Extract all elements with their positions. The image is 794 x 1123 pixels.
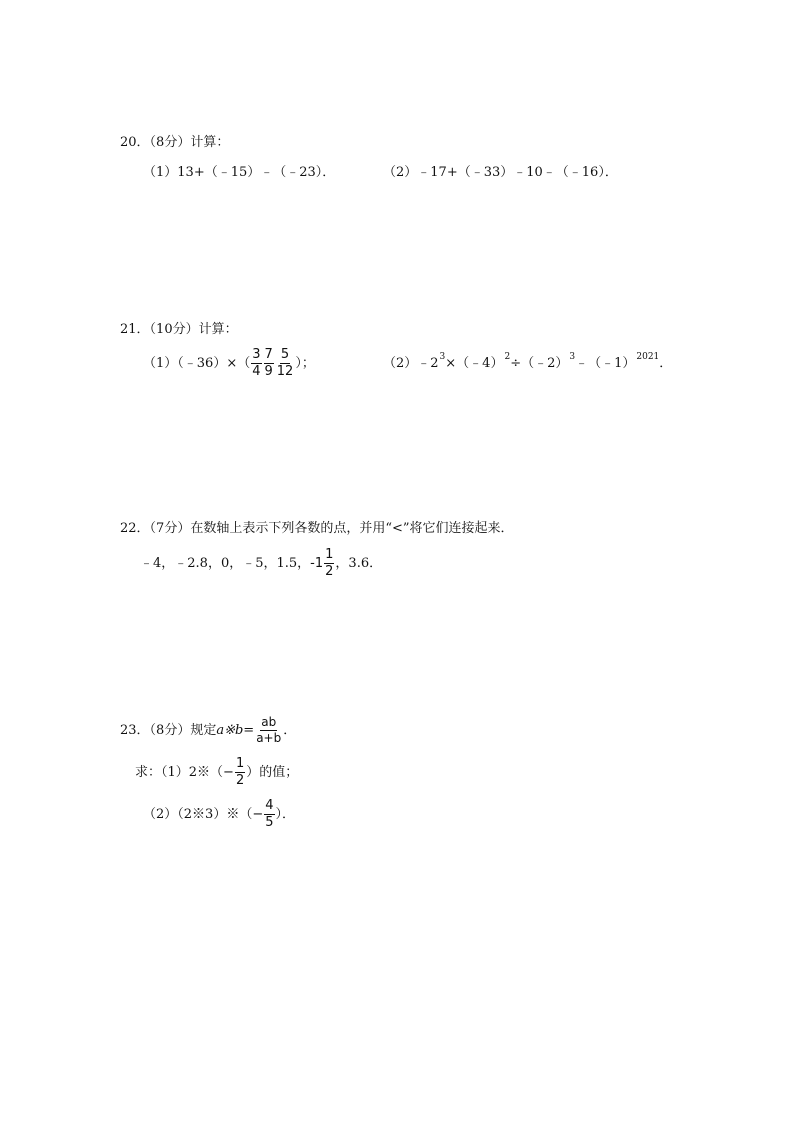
q23-part2 (143, 799, 295, 829)
q23-part1 (135, 757, 298, 787)
q21-fraction-2-denominator: 9 (264, 363, 273, 379)
q23-part2-minus: − (252, 806, 264, 822)
q21-fraction-3-denominator: 12 (276, 363, 294, 379)
q23-part2-b: ）． (275, 806, 296, 822)
q21-part2-e: ． (659, 356, 673, 371)
q21-part1-suffix: ）； (295, 355, 315, 371)
q20-part1 (143, 166, 335, 179)
q21-part1-prefix: （1）（﹣36）×（ (143, 355, 251, 371)
q21-fraction-1-numerator: 3 (252, 347, 261, 362)
q22-mixed-numerator: 1 (325, 547, 334, 562)
q23-header-a: 23．（8分）规定 (120, 722, 217, 738)
q22-header (120, 522, 514, 535)
q23-part1-a: 求：（1）2※（ (135, 764, 224, 780)
q21-part2-b: ×（﹣4） (445, 356, 504, 371)
q23-definition-fraction (255, 716, 282, 744)
q22-numbers (140, 548, 382, 578)
q20-header (120, 136, 229, 149)
q20-header-text: 20．（8分）计算： (120, 135, 230, 150)
q21-fraction-1 (251, 348, 261, 378)
q22-mixed-denominator: 2 (325, 563, 334, 579)
q21-fraction-1-denominator: 4 (252, 363, 261, 379)
q20-part2 (383, 166, 618, 179)
q23-equals-sign: = (243, 722, 255, 738)
q23-definition-numerator: ab (261, 715, 277, 729)
q23-part2-fraction (264, 799, 274, 829)
q23-part2-numerator: 4 (265, 798, 274, 813)
q22-numbers-a: ﹣4，﹣2.8，0，﹣5，1.5， (140, 555, 311, 571)
q23-part1-fraction (235, 757, 245, 787)
q23-definition-denominator: a+b (256, 730, 282, 745)
q23-part1-minus: − (223, 764, 234, 780)
q21-header (120, 323, 238, 336)
q21-part2-exponent-2: 2 (504, 352, 511, 362)
q20-part2-text: （2）﹣17+（﹣33）﹣10﹣（﹣16）． (383, 165, 618, 180)
q21-fraction-2-numerator: 7 (264, 347, 273, 362)
q21-fraction-3-numerator: 5 (280, 347, 290, 362)
q22-mixed-whole: -1 (310, 555, 324, 571)
q21-part2-exponent-3: 3 (569, 352, 576, 362)
q21-part2-c: ÷（﹣2） (510, 356, 569, 371)
q21-part2-d: ﹣（﹣1） (575, 356, 636, 371)
q23-part1-denominator: 2 (235, 772, 245, 788)
q21-fraction-2 (264, 348, 274, 378)
q23-operation-expression: a※b (216, 722, 244, 738)
q21-part2-exponent-4: 2021 (636, 352, 660, 362)
q21-part2-exponent-1: 3 (439, 352, 446, 362)
q23-part2-denominator: 5 (265, 814, 274, 830)
q22-mixed-fraction (324, 548, 334, 578)
q22-header-text: 22．（7分）在数轴上表示下列各数的点，并用“<”将它们连接起来． (120, 521, 514, 536)
q21-part2-a: （2）﹣2 (383, 356, 439, 371)
q21-fraction-3 (276, 348, 295, 378)
q23-header (120, 716, 296, 744)
q23-header-end: ． (283, 722, 297, 738)
q23-part2-a: （2）（2※3）※（ (143, 806, 253, 822)
q21-part2 (383, 352, 673, 371)
q20-part1-text: （1）13+（﹣15）﹣（﹣23）． (143, 165, 336, 180)
q22-numbers-b: ，3.6． (335, 555, 383, 571)
q23-part1-numerator: 1 (235, 756, 245, 771)
q21-header-text: 21．（10分）计算： (120, 322, 238, 337)
q23-part1-b: ）的值； (246, 764, 299, 780)
q21-part1 (143, 348, 315, 378)
